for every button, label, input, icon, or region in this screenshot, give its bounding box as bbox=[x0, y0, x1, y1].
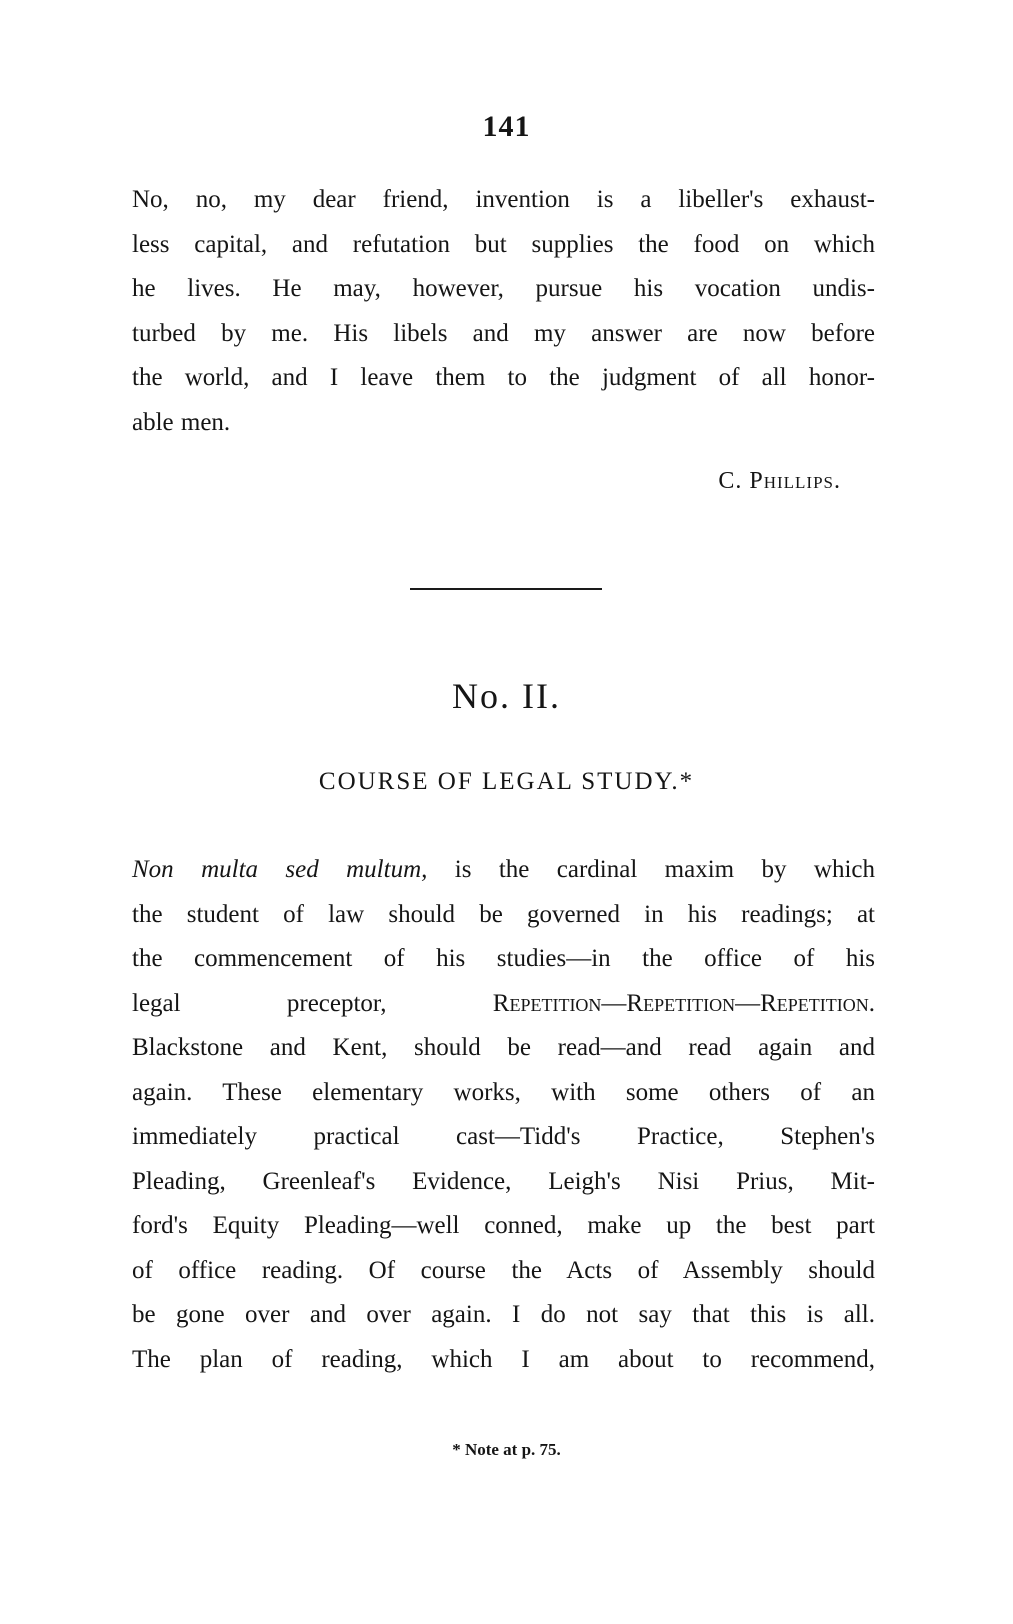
study-line: immediately practical cast—Tidd's Practice, Stephen's bbox=[132, 1123, 875, 1150]
study-paragraph bbox=[132, 848, 875, 1382]
section-divider bbox=[410, 588, 602, 590]
footnote: * Note at p. 75. bbox=[452, 1440, 561, 1459]
study-line bbox=[132, 848, 875, 893]
signature-name: Phillips. bbox=[749, 468, 841, 494]
page-number: 141 bbox=[482, 110, 531, 143]
latin-maxim: Non multa sed multum, bbox=[132, 856, 428, 883]
repetition-emphasis: Repetition—Repetition—Repetition. bbox=[492, 989, 875, 1017]
study-line: again. These elementary works, with some others of an bbox=[132, 1078, 875, 1106]
letter-line: able men. bbox=[132, 408, 231, 436]
study-line: ford's Equity Pleading—well conned, make up the best part bbox=[132, 1212, 875, 1239]
letter-paragraph bbox=[132, 178, 875, 445]
section-title: COURSE OF LEGAL STUDY.* bbox=[318, 768, 695, 795]
study-line: be gone over and over again. I do not say that this is all. bbox=[132, 1301, 875, 1328]
letter-line: he lives. He may, however, pursue his vocation undis- bbox=[132, 275, 875, 302]
letter-line: less capital, and refutation but supplies the food on which bbox=[132, 230, 875, 258]
study-line: Pleading, Greenleaf's Evidence, Leigh's Nisi Prius, Mit- bbox=[132, 1167, 875, 1195]
study-line bbox=[132, 982, 875, 1027]
study-line-text: is the cardinal maxim by which bbox=[427, 856, 875, 883]
study-line: Blackstone and Kent, should be read—and read again and bbox=[132, 1034, 875, 1061]
section-number: No. II. bbox=[452, 676, 561, 716]
study-line: The plan of reading, which I am about to recommend, bbox=[132, 1345, 875, 1373]
study-line: the commencement of his studies—in the office of his bbox=[132, 945, 875, 972]
study-line: of office reading. Of course the Acts of Assembly should bbox=[132, 1256, 875, 1284]
study-line-text: legal preceptor, bbox=[132, 989, 493, 1017]
letter-line: turbed by me. His libels and my answer are now before bbox=[132, 319, 875, 347]
letter-line: the world, and I leave them to the judgment of all honor- bbox=[132, 364, 875, 391]
letter-line: No, no, my dear friend, invention is a libeller's exhaust- bbox=[132, 186, 875, 213]
signature bbox=[718, 468, 841, 495]
study-line: the student of law should be governed in his readings; at bbox=[132, 900, 875, 928]
signature-initial: C. bbox=[718, 468, 750, 494]
